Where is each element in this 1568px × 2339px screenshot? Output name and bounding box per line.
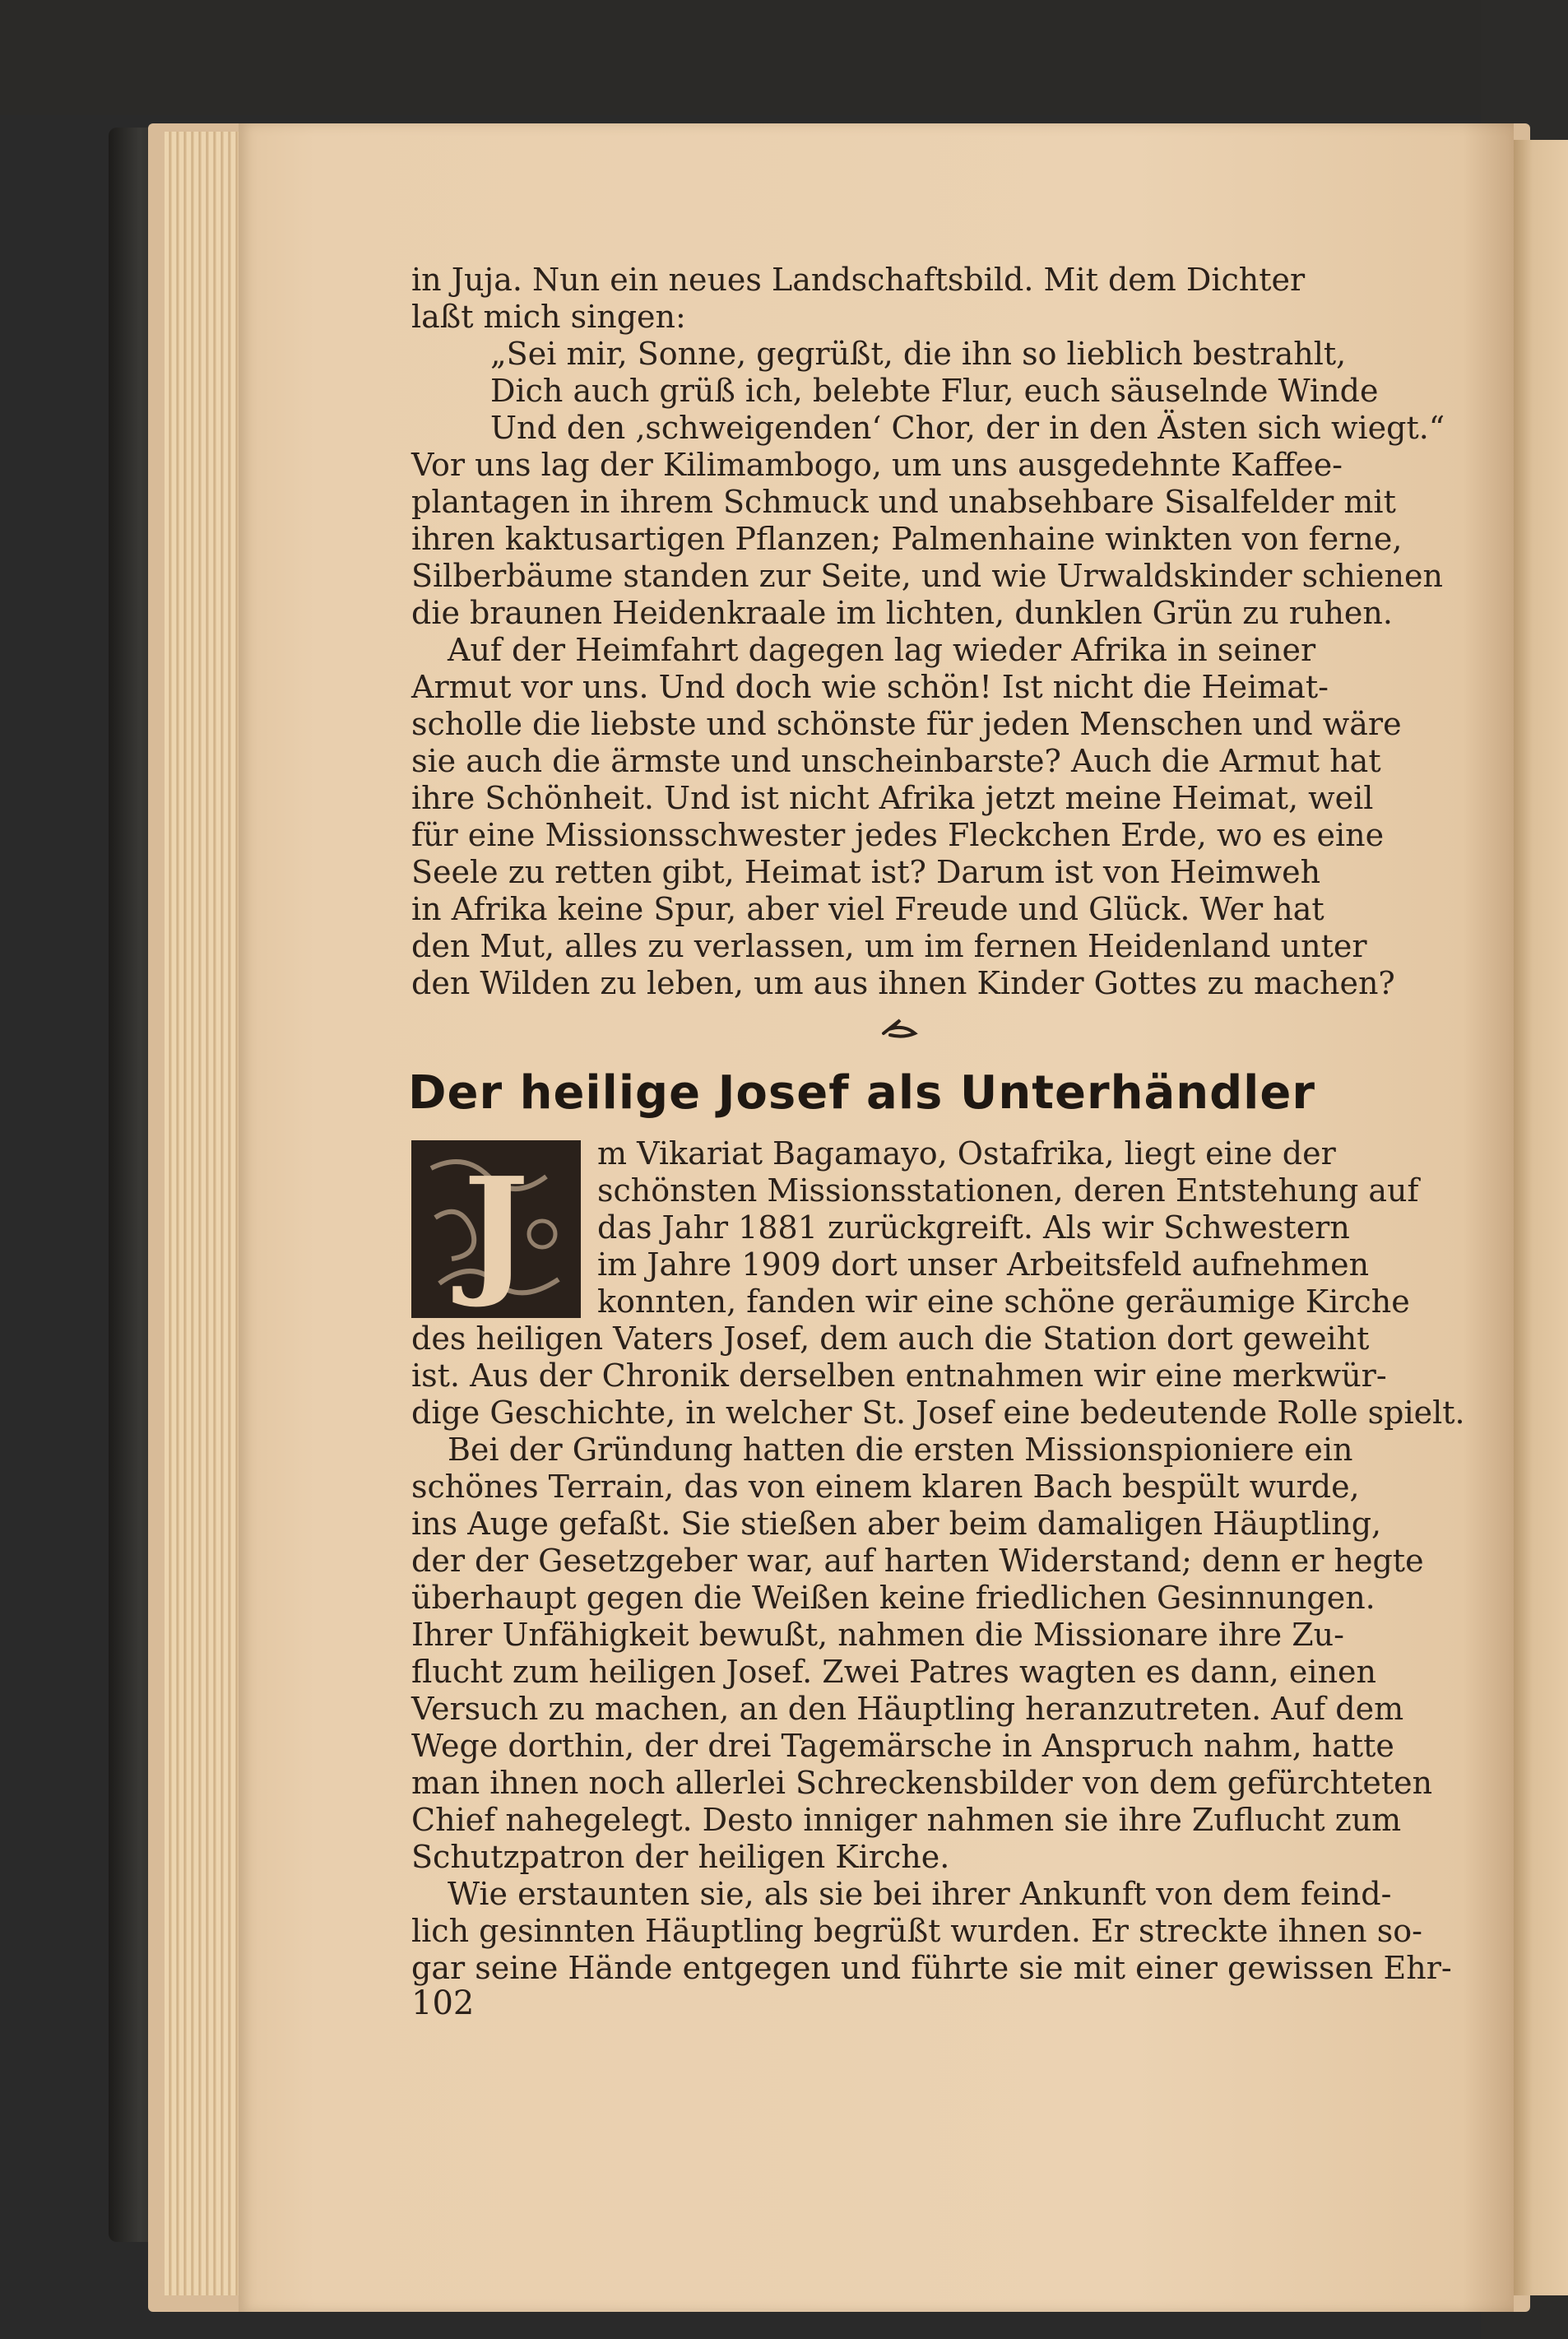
text-line: schönes Terrain, das von einem klaren Bach bespült wurde,	[411, 1469, 1360, 1505]
opening-paragraph	[411, 1135, 1465, 1432]
text-line: scholle die liebste und schönste für jeden Menschen und wäre	[411, 706, 1402, 742]
intro-lines	[411, 262, 1382, 336]
text-line: dige Geschichte, in welcher St. Josef eine bedeutende Rolle spielt.	[411, 1395, 1465, 1431]
paragraph-founding	[411, 1432, 1433, 1876]
paragraph-homeland	[411, 632, 1402, 1002]
section-title: Der heilige Josef als Unterhändler	[408, 1066, 1315, 1120]
text-line: das Jahr 1881 zurückgreift. Als wir Schwestern	[597, 1209, 1350, 1246]
poem-line: Dich auch grüß ich, belebte Flur, euch säuselnde Winde	[490, 373, 1379, 409]
poem-line: Und den ‚schweigenden‘ Chor, der in den Ästen sich wiegt.“	[490, 410, 1445, 446]
facing-page-edge	[1514, 140, 1568, 2295]
text-line: plantagen in ihrem Schmuck und unabsehbare Sisalfelder mit	[411, 484, 1396, 520]
page-text	[408, 262, 1465, 1987]
text-line: lich gesinnten Häuptling begrüßt wurden. Er streckte ihnen so-	[411, 1913, 1422, 1949]
text-line: Versuch zu machen, an den Häuptling heranzutreten. Auf dem	[411, 1691, 1404, 1727]
text-line: im Jahre 1909 dort unser Arbeitsfeld aufnehmen	[597, 1246, 1370, 1283]
drop-cap-letter: J	[462, 1146, 530, 1311]
text-line: den Mut, alles zu verlassen, um im fernen Heidenland unter	[411, 928, 1367, 964]
ornamental-drop-cap	[411, 1140, 581, 1318]
text-line: in Afrika keine Spur, aber viel Freude und Glück. Wer hat	[411, 891, 1324, 927]
text-line: Armut vor uns. Und doch wie schön! Ist nicht die Heimat-	[411, 669, 1329, 705]
text-line: flucht zum heiligen Josef. Zwei Patres wagten es dann, einen	[411, 1654, 1377, 1690]
text-line: Bei der Gründung hatten die ersten Missionspioniere ein	[448, 1432, 1353, 1468]
text-line: in Juja. Nun ein neues Landschaftsbild. Mit dem Dichter	[411, 262, 1306, 298]
text-line: schönsten Missionsstationen, deren Entstehung auf	[597, 1172, 1419, 1209]
text-line: Wie erstaunten sie, als sie bei ihrer Ankunft von dem feind-	[448, 1876, 1392, 1912]
backdrop-top	[0, 0, 1568, 115]
text-line: Seele zu retten gibt, Heimat ist? Darum ist von Heimweh	[411, 854, 1321, 890]
text-line: Vor uns lag der Kilimambogo, um uns ausgedehnte Kaffee-	[411, 447, 1343, 483]
text-line: ins Auge gefaßt. Sie stießen aber beim damaligen Häuptling,	[411, 1506, 1382, 1542]
text-line: ihren kaktusartigen Pflanzen; Palmenhaine winkten von ferne,	[411, 521, 1403, 557]
page-number: 102	[411, 1984, 475, 2022]
text-line: konnten, fanden wir eine schöne geräumige Kirche	[597, 1283, 1410, 1320]
poem-quote	[411, 336, 1445, 447]
text-line: man ihnen noch allerlei Schreckensbilder von dem gefürchteten	[411, 1765, 1433, 1801]
text-line: laßt mich singen:	[411, 299, 686, 335]
swirl-ornament-icon	[880, 1017, 918, 1040]
text-line: Ihrer Unfähigkeit bewußt, nahmen die Missionare ihre Zu-	[411, 1617, 1344, 1653]
opening-paragraph-rest	[411, 1320, 1465, 1432]
text-line: ihre Schönheit. Und ist nicht Afrika jetzt meine Heimat, weil	[411, 780, 1374, 816]
text-line: der der Gesetzgeber war, auf harten Widerstand; denn er hegte	[411, 1543, 1424, 1579]
text-line: Silberbäume standen zur Seite, und wie Urwaldskinder schienen	[411, 558, 1443, 594]
section-divider	[411, 1002, 1382, 1065]
text-line: Schutzpatron der heiligen Kirche.	[411, 1839, 950, 1875]
text-line: ist. Aus der Chronik derselben entnahmen wir eine merkwür-	[411, 1357, 1387, 1394]
paragraph-arrival	[411, 1876, 1452, 1987]
text-line: die braunen Heidenkraale im lichten, dunklen Grün zu ruhen.	[411, 595, 1393, 631]
text-line: Wege dorthin, der drei Tagemärsche in Anspruch nahm, hatte	[411, 1728, 1394, 1764]
text-line: für eine Missionsschwester jedes Fleckchen Erde, wo es eine	[411, 817, 1385, 853]
text-line: überhaupt gegen die Weißen keine friedlichen Gesinnungen.	[411, 1580, 1375, 1616]
text-line: m Vikariat Bagamayo, Ostafrika, liegt eine der	[597, 1135, 1336, 1172]
text-line: gar seine Hände entgegen und führte sie mit einer gewissen Ehr-	[411, 1950, 1452, 1986]
text-line: den Wilden zu leben, um aus ihnen Kinder Gottes zu machen?	[411, 965, 1395, 1001]
text-line: des heiligen Vaters Josef, dem auch die Station dort geweiht	[411, 1320, 1370, 1357]
text-line: sie auch die ärmste und unscheinbarste? Auch die Armut hat	[411, 743, 1381, 779]
poem-line: „Sei mir, Sonne, gegrüßt, die ihn so lieblich bestrahlt,	[490, 336, 1347, 372]
paragraph-landscape	[411, 447, 1443, 632]
text-line: Auf der Heimfahrt dagegen lag wieder Afrika in seiner	[448, 632, 1316, 668]
text-line: Chief nahegelegt. Desto inniger nahmen sie ihre Zuflucht zum	[411, 1802, 1402, 1838]
